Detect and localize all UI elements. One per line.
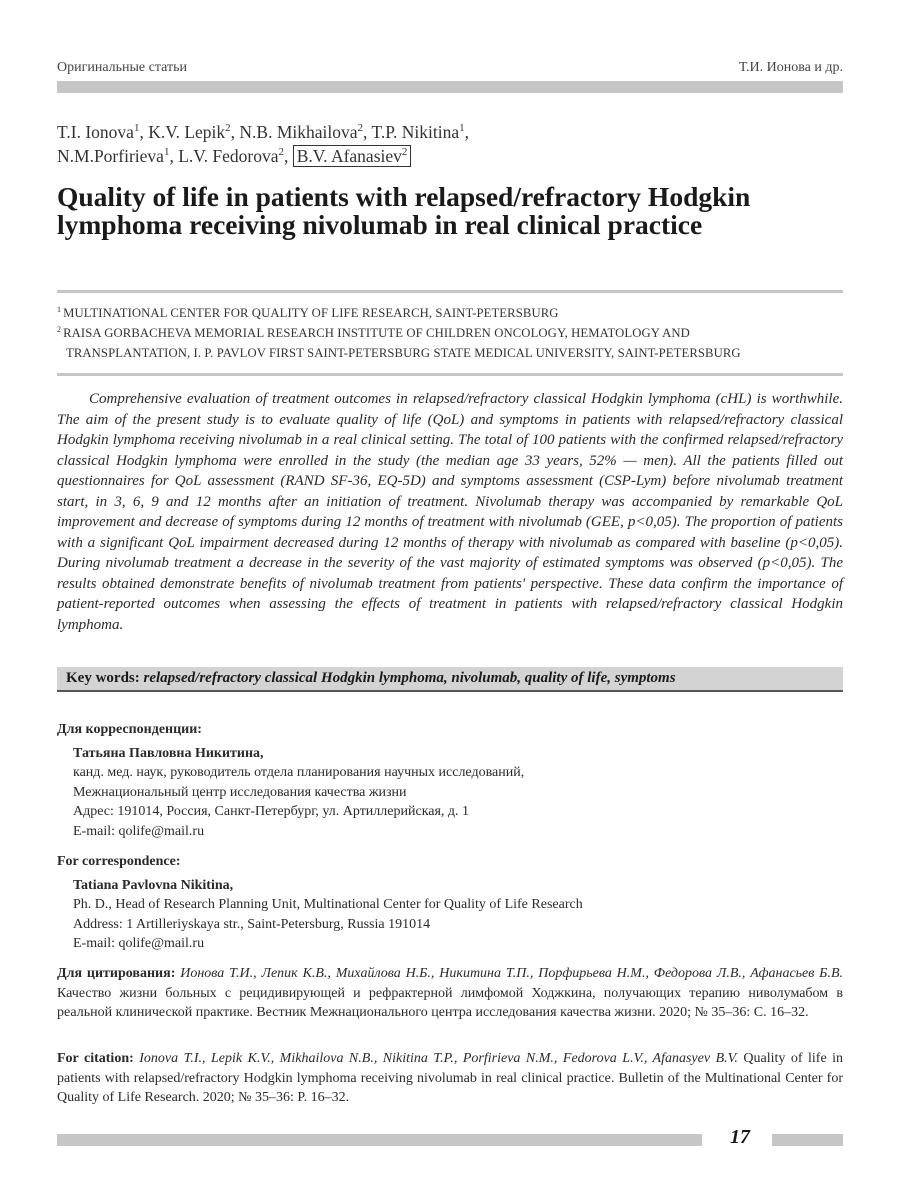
section-label: Оригинальные статьи	[57, 60, 187, 75]
affiliation-continuation: TRANSPLANTATION, I. P. PAVLOV FIRST SAINT-PETERSBURG STATE MEDICAL UNIVERSITY, SAINT-PETERSBURG	[66, 346, 741, 360]
author-list	[57, 120, 837, 168]
affiliation-item	[57, 323, 847, 343]
author-separator: ,	[283, 146, 293, 166]
header-rule	[57, 81, 843, 93]
author-affiliation-mark: 1	[163, 146, 170, 159]
author-affiliation-mark: 2	[401, 146, 408, 159]
author-affiliation-mark: 2	[225, 122, 231, 135]
author-affiliation-mark: 1	[133, 122, 140, 135]
correspondent-name: Tatiana Pavlovna Nikitina,	[73, 877, 234, 893]
author-name: N.M.Porfirieva	[57, 146, 164, 166]
citation-authors: Ionova T.I., Lepik K.V., Mikhailova N.B., Nikitina T.P., Porfirieva N.M., Fedorova L.V., Afanasyev B.V.	[139, 1051, 738, 1066]
citation-authors: Ионова Т.И., Лепик К.В., Михайлова Н.Б., Никитина Т.П., Порфирьева Н.М., Федорова Л.В., Афанасьев Б.В.	[180, 966, 843, 981]
correspondence-ru	[57, 720, 847, 841]
author-separator: ,	[169, 146, 179, 166]
correspondent-name: Татьяна Павловна Никитина,	[73, 745, 264, 761]
citation-label: Для цитирования:	[57, 966, 176, 981]
author-affiliation-mark: 2	[357, 122, 364, 135]
citation-text: Качество жизни больных с рецидивирующей и рефрактерной лимфомой Ходжкина, получающих терапию ниволумабом в реальной клинической практике. Вестник Межнационального центра исследования качества жизни. 2020; № 35–36: С. 16–32.	[57, 985, 843, 1020]
citation-label: For citation:	[57, 1051, 134, 1066]
author-name: B.V. Afanasiev	[296, 146, 402, 166]
author-name: N.B. Mikhailova	[239, 122, 358, 142]
author-name: L.V. Fedorova	[178, 146, 279, 166]
running-author-label: Т.И. Ионова и др.	[738, 60, 843, 75]
footer-rule-end	[772, 1134, 843, 1146]
author-separator: ,	[363, 122, 372, 142]
affiliations	[57, 303, 847, 363]
correspondence-person	[57, 744, 847, 842]
page-number: 17	[730, 1126, 750, 1148]
correspondent-title: канд. мед. наук, руководитель отдела планирования научных исследований,	[73, 765, 525, 780]
correspondent-address: Адрес: 191014, Россия, Санкт-Петербург, ул. Артиллерийская, д. 1	[73, 804, 470, 819]
boxed-author	[293, 145, 412, 167]
affiliation-text: RAISA GORBACHEVA MEMORIAL RESEARCH INSTITUTE OF CHILDREN ONCOLOGY, HEMATOLOGY AND	[63, 326, 690, 340]
author-name: T.I. Ionova	[57, 122, 134, 142]
running-head	[57, 60, 843, 82]
keywords-label: Key words:	[66, 670, 144, 686]
author-affiliation-mark: 2	[278, 146, 284, 159]
correspondent-affiliation: Межнациональный центр исследования качества жизни	[73, 784, 407, 800]
author-separator: ,	[464, 122, 470, 142]
correspondence-heading: Для корреспонденции:	[57, 722, 202, 737]
correspondence-person	[57, 876, 847, 954]
affiliation-mark: 2	[57, 324, 62, 334]
footer-rule	[57, 1134, 702, 1146]
title-rule	[57, 290, 843, 293]
citation-ru	[57, 964, 843, 1023]
author-name: T.P. Nikitina	[371, 122, 460, 142]
citation-text: Quality of life in patients with relapsed/refractory Hodgkin lymphoma receiving nivolumab in real clinical practice. Bulletin of the Multinational Center for Quality of Life Research. 2020; № 35–36: P. 16–32.	[57, 1051, 844, 1105]
affiliation-text: MULTINATIONAL CENTER FOR QUALITY OF LIFE RESEARCH, SAINT-PETERSBURG	[63, 306, 559, 320]
correspondent-address: Address: 1 Artilleriyskaya str., Saint-Petersburg, Russia 191014	[73, 916, 431, 932]
keywords-value: relapsed/refractory classical Hodgkin lymphoma, nivolumab, quality of life, symptoms	[143, 670, 676, 686]
correspondence-heading: For correspondence:	[57, 854, 181, 869]
author-separator: ,	[139, 122, 149, 142]
affiliations-rule	[57, 373, 843, 376]
affiliation-item	[57, 303, 847, 323]
affiliation-mark: 1	[57, 304, 62, 314]
correspondent-email[interactable]: E-mail: qolife@mail.ru	[73, 936, 205, 951]
correspondence-en	[57, 852, 847, 954]
article-title: Quality of life in patients with relapsed/refractory Hodgkin lymphoma receiving nivolumab in real clinical practice	[57, 181, 751, 240]
keywords-bar	[57, 667, 843, 692]
author-affiliation-mark: 1	[459, 122, 465, 135]
abstract: Comprehensive evaluation of treatment outcomes in relapsed/refractory classical Hodgkin lymphoma (cHL) is worthwhile. The aim of the present study is to evaluate quality of life (QoL) and symptoms in patients with relapsed/refractory classical Hodgkin lymphoma receiving nivolumab in a real clinical setting. The total of 100 patients with the confirmed relapsed/refractory classical Hodgkin lymphoma were enrolled in the study (the median age 33 years, 52% — men). All the patients filled out questionnaires for QoL assessment (RAND SF-36, EQ-5D) and symptoms assessment (CSP-Lym) before nivolumab treatment start, in 3, 6, 9 and 12 months after an initiation of treatment. Nivolumab therapy was accompanied by remarkable QoL improvement and decrease of symptoms during 12 months of treatment with nivolumab (GEE, p<0,05). The proportion of patients with a significant QoL impairment decreased during 12 months of therapy with nivolumab as compared with baseline (p<0,05). During nivolumab treatment a decrease in the severity of the vast majority of estimated symptoms was observed (p<0,05). The results obtained demonstrate benefits of nivolumab treatment from patients' perspective. These data confirm the importance of patient-reported outcomes when assessing the effects of treatment in patients with relapsed/refractory classical Hodgkin lymphoma.	[57, 391, 843, 633]
author-separator: ,	[230, 122, 240, 142]
correspondent-title: Ph. D., Head of Research Planning Unit, Multinational Center for Quality of Life Research	[73, 897, 583, 912]
citation-en	[57, 1049, 843, 1108]
author-name: K.V. Lepik	[148, 122, 226, 142]
correspondent-email[interactable]: E-mail: qolife@mail.ru	[73, 823, 205, 839]
